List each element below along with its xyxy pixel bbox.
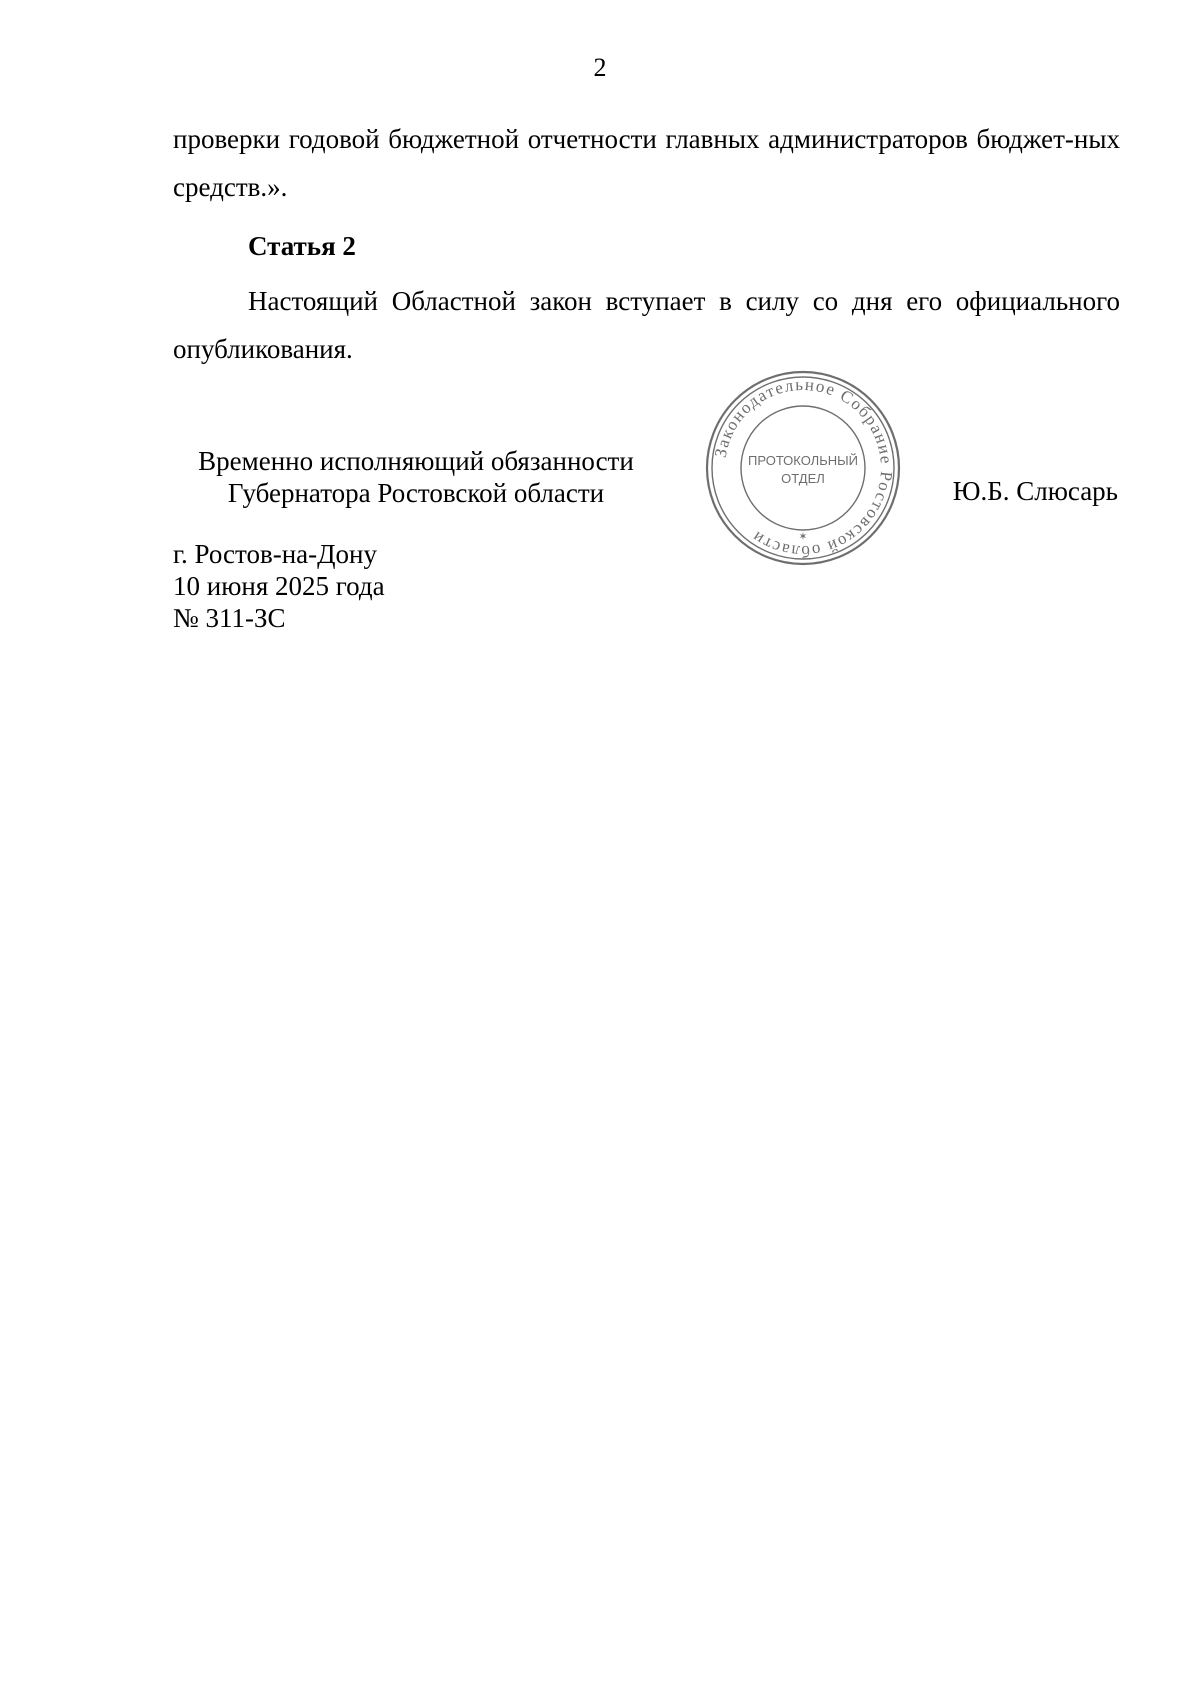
place-date-number-block (173, 538, 385, 634)
signature-position-line1: Временно исполняющий обязанности (198, 446, 634, 476)
article-heading: Статья 2 (248, 231, 356, 261)
law-number: № 311-ЗС (173, 603, 286, 633)
signature-position (176, 445, 656, 509)
seal-inner-ring (741, 406, 865, 530)
seal-center-line1: ПРОТОКОЛЬНЫЙ (747, 453, 859, 468)
signer-name: Ю.Б. Слюсарь (952, 476, 1118, 506)
law-date: 10 июня 2025 года (173, 571, 385, 601)
seal-ring-text-path: Законодательное Собрание Ростовской области (710, 374, 897, 562)
seal-center-line2: ОТДЕЛ (781, 471, 825, 486)
place-city: г. Ростов-на-Дону (173, 539, 378, 569)
paragraph-continuation: проверки годовой бюджетной отчетности главных администраторов бюджет-ных средств.». (173, 124, 1120, 202)
page-number: 2 (593, 53, 607, 82)
seal-star-icon: ✶ (798, 530, 808, 543)
seal-graphic (703, 368, 903, 568)
paragraph-article-text: Настоящий Областной закон вступает в силу со дня его официального опубликования. (173, 286, 1120, 364)
official-seal (703, 368, 903, 568)
signature-position-line2: Губернатора Ростовской области (227, 478, 605, 508)
